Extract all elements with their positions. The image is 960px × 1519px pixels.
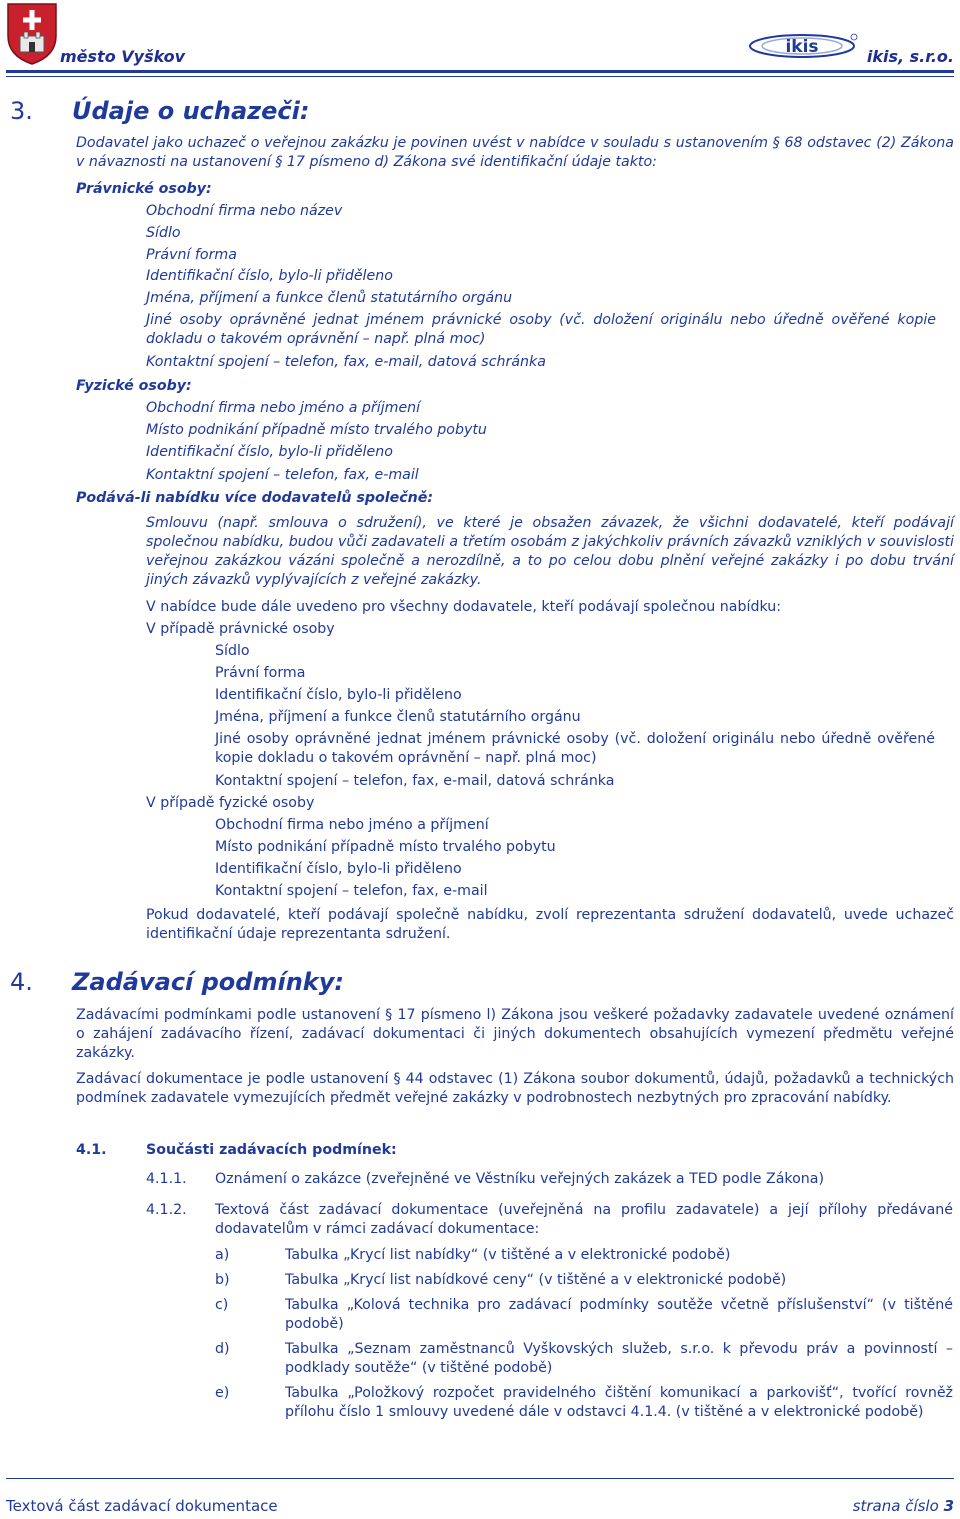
legal-item: Jiné osoby oprávněné jednat jménem právnické osoby (vč. doložení originálu nebo úředně ověřené kopie dokladu o takovém oprávnění – např. plná moc)	[146, 312, 936, 347]
subsection-4-1-number: 4.1.	[76, 1142, 107, 1158]
city-crest-icon	[6, 2, 58, 66]
footer-document-title: Textová část zadávací dokumentace	[6, 1497, 278, 1515]
joint-legal-heading: V případě právnické osoby	[146, 621, 335, 637]
footer-page-text: strana číslo	[852, 1497, 939, 1515]
joint-bid-heading: Podává-li nabídku více dodavatelů společně:	[76, 490, 434, 506]
footer-divider	[6, 1478, 954, 1479]
joint-bid-outro: Pokud dodavatelé, kteří podávají společně nabídku, zvolí reprezentanta sdružení dodavatelů, uvede uchazeč identifikační údaje reprezentanta sdružení.	[146, 907, 954, 942]
footer-page-label	[853, 1497, 954, 1515]
joint-bid-text: Smlouvu (např. smlouva o sdružení), ve které je obsažen závazek, že všichni dodavatelé, kteří podávají společnou nabídku, budou vůči zadavateli a třetím osobám z jakýchkoliv právních závazků vzniklých v souvislosti veřejnou zakázkou vázáni společně a nerozdílně, a to po celou dobu plnění veřejné zakázky i po dobu trvání jiných závazků vyplývajících z veřejné zakázky.	[146, 515, 954, 588]
joint-legal-item: Právní forma	[215, 665, 306, 681]
attachment-letter: a)	[215, 1247, 230, 1263]
page-header	[0, 0, 960, 72]
item-4-1-2-number: 4.1.2.	[146, 1202, 187, 1218]
joint-natural-item: Identifikační číslo, bylo-li přiděleno	[215, 861, 462, 877]
legal-persons-heading: Právnické osoby:	[76, 181, 212, 197]
attachment-text: Tabulka „Seznam zaměstnanců Vyškovských služeb, s.r.o. k převodu práv a povinností – podklady soutěže“ (v tištěné podobě)	[285, 1341, 953, 1376]
joint-legal-item: Sídlo	[215, 643, 250, 659]
attachment-text: Tabulka „Kolová technika pro zadávací podmínky soutěže včetně příslušenství“ (v tištěné podobě)	[285, 1297, 953, 1332]
attachment-letter: e)	[215, 1385, 230, 1401]
item-4-1-1-text: Oznámení o zakázce (zveřejněné ve Věstníku veřejných zakázek a TED podle Zákona)	[215, 1171, 825, 1187]
natural-persons-heading: Fyzické osoby:	[76, 378, 192, 394]
natural-item: Identifikační číslo, bylo-li přiděleno	[146, 444, 393, 460]
attachment-letter: d)	[215, 1341, 230, 1357]
legal-item: Obchodní firma nebo název	[146, 203, 343, 219]
joint-natural-item: Obchodní firma nebo jméno a příjmení	[215, 817, 489, 833]
legal-item: Sídlo	[146, 225, 181, 241]
section-4-paragraph-1: Zadávacími podmínkami podle ustanovení § 17 písmeno l) Zákona jsou veškeré požadavky zadavatele uvedené oznámení o zahájení zadávacího řízení, zadávací dokumentaci či jiných dokumentech obsahujících vymezení předmětu veřejné zakázky.	[76, 1007, 954, 1061]
header-divider	[6, 70, 954, 73]
joint-legal-item: Kontaktní spojení – telefon, fax, e-mail, datová schránka	[215, 773, 615, 789]
subsection-4-1-title: Součásti zadávacích podmínek:	[146, 1142, 397, 1158]
legal-item: Kontaktní spojení – telefon, fax, e-mail, datová schránka	[146, 354, 546, 370]
joint-legal-item: Jména, příjmení a funkce členů statutárního orgánu	[215, 709, 581, 725]
joint-natural-item: Místo podnikání případně místo trvalého pobytu	[215, 839, 556, 855]
section-4-paragraph-2: Zadávací dokumentace je podle ustanovení § 44 odstavec (1) Zákona soubor dokumentů, údajů, požadavků a technických podmínek zadavatele vymezujících předmět veřejné zakázky v podrobnostech nezbytných pro zpracování nabídky.	[76, 1071, 954, 1106]
natural-item: Místo podnikání případně místo trvalého pobytu	[146, 422, 487, 438]
attachment-text: Tabulka „Krycí list nabídky“ (v tištěné a v elektronické podobě)	[285, 1247, 731, 1263]
attachment-text: Tabulka „Krycí list nabídkové ceny“ (v tištěné a v elektronické podobě)	[285, 1272, 787, 1288]
section-3-heading	[10, 97, 310, 125]
joint-natural-heading: V případě fyzické osoby	[146, 795, 315, 811]
svg-text:ikis: ikis	[785, 37, 819, 57]
attachment-text: Tabulka „Položkový rozpočet pravidelného čištění komunikací a parkovišť“, tvořící rovněž přílohu číslo 1 smlouvy uvedené dále v odstavci 4.1.4. (v tištěné a v elektronické podobě)	[285, 1385, 953, 1420]
joint-bid-intro: V nabídce bude dále uvedeno pro všechny dodavatele, kteří podávají společnou nabídku:	[146, 599, 782, 615]
joint-legal-item: Jiné osoby oprávněné jednat jménem právnické osoby (vč. doložení originálu nebo úředně ověřené kopie dokladu o takovém oprávnění – např. plná moc)	[215, 731, 935, 766]
natural-item: Obchodní firma nebo jméno a příjmení	[146, 400, 421, 416]
joint-legal-item: Identifikační číslo, bylo-li přiděleno	[215, 687, 462, 703]
section-3-intro: Dodavatel jako uchazeč o veřejnou zakázku je povinen uvést v nabídce v souladu s ustanovením § 68 odstavec (2) Zákona v návaznosti na ustanovení § 17 písmeno d) Zákona své identifikační údaje takto:	[76, 135, 954, 170]
item-4-1-1-number: 4.1.1.	[146, 1171, 187, 1187]
section-4-title: Zadávací podmínky:	[72, 968, 344, 996]
city-name: město Vyškov	[60, 47, 186, 66]
company-name: ikis, s.r.o.	[866, 47, 954, 66]
attachment-letter: c)	[215, 1297, 229, 1313]
section-3-title: Údaje o uchazeči:	[72, 97, 310, 125]
section-4-number: 4.	[10, 968, 33, 996]
section-3-number: 3.	[10, 97, 33, 125]
natural-item: Kontaktní spojení – telefon, fax, e-mail	[146, 467, 419, 483]
section-4-heading	[10, 968, 344, 996]
header-divider-thin	[6, 76, 954, 77]
legal-item: Identifikační číslo, bylo-li přiděleno	[146, 268, 393, 284]
legal-item: Právní forma	[146, 247, 237, 263]
attachment-letter: b)	[215, 1272, 230, 1288]
item-4-1-2-text: Textová část zadávací dokumentace (uveřejněná na profilu zadavatele) a její přílohy předávané dodavatelům v rámci zadávací dokumentace:	[215, 1202, 953, 1237]
footer-page-number: 3	[943, 1497, 954, 1515]
legal-item: Jména, příjmení a funkce členů statutárního orgánu	[146, 290, 513, 306]
joint-natural-item: Kontaktní spojení – telefon, fax, e-mail	[215, 883, 488, 899]
ikis-logo-icon	[748, 32, 860, 60]
